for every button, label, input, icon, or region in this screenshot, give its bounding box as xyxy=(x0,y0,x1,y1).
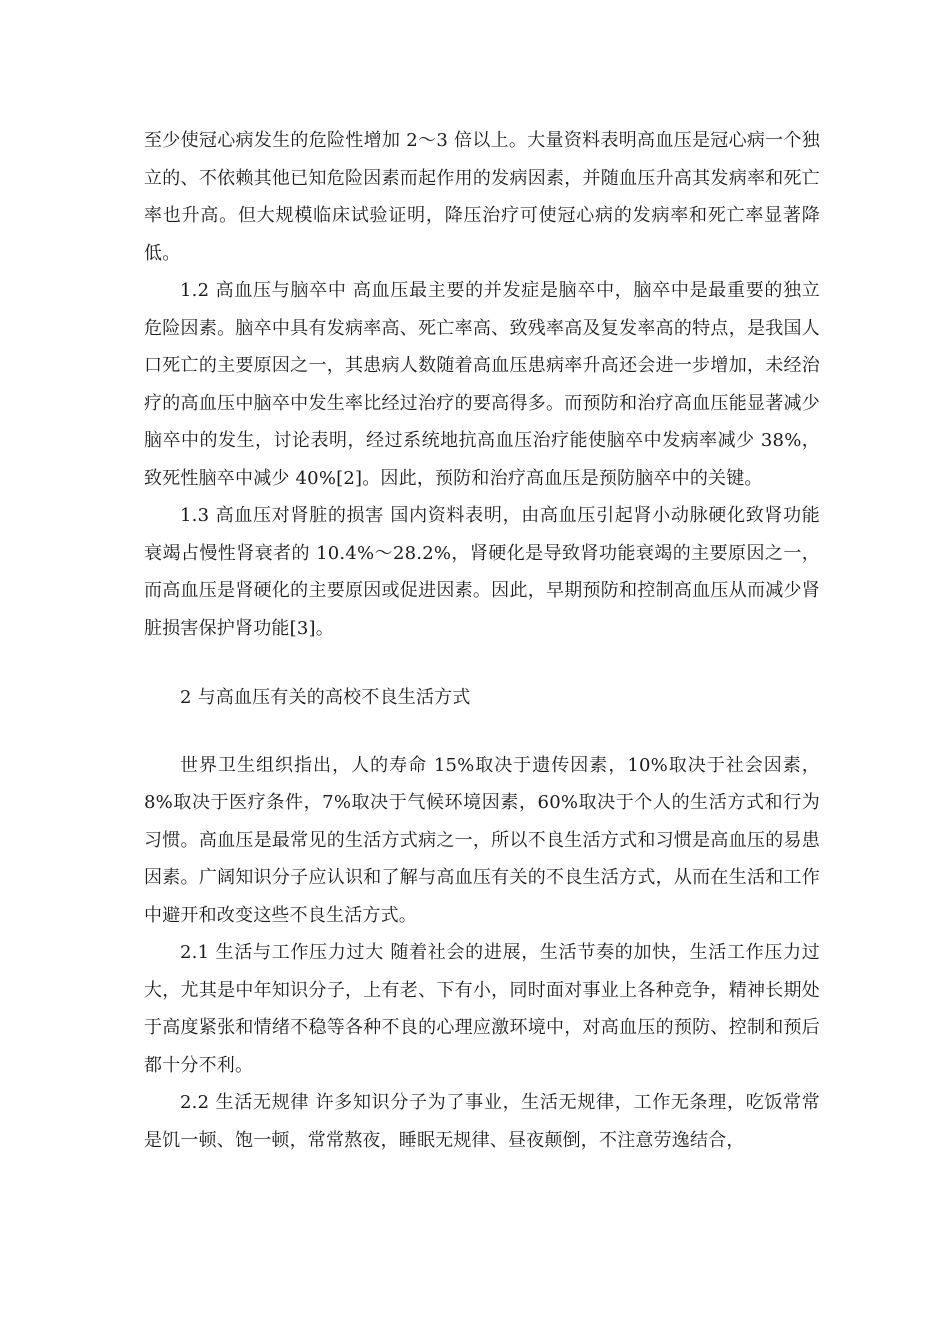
paragraph-pressure: 2.1 生活与工作压力过大 随着社会的进展，生活节奏的加快，生活工作压力过大，尤其是中年知识分子，上有老、下有小，同时面对事业上各种竞争，精神长期处于高度紧张和情绪不稳等各种不良的心理应激环境中，对高血压的预防、控制和预后都十分不利。 xyxy=(144,942,820,1076)
paragraph-who-lifespan: 世界卫生组织指出，人的寿命 15%取决于遗传因素，10%取决于社会因素，8%取决于医疗条件，7%取决于气候环境因素，60%取决于个人的生活方式和行为习惯。高血压是最常见的生活方式病之一，所以不良生活方式和习惯是高血压的易患因素。广阔知识分子应认识和了解与高血压有关的不良生活方式，从而在生活和工作中避开和改变这些不良生活方式。 xyxy=(144,754,820,926)
paragraph-coronary-risk: 至少使冠心病发生的危险性增加 2～3 倍以上。大量资料表明高血压是冠心病一个独立的、不依赖其他已知危险因素而起作用的发病因素，并随血压升高其发病率和死亡率也升高。但大规模临床试验证明，降压治疗可使冠心病的发病率和死亡率显著降低。 xyxy=(144,130,820,264)
paragraph-kidney: 1.3 高血压对肾脏的损害 国内资料表明，由高血压引起肾小动脉硬化致肾功能衰竭占慢性肾衰者的 10.4%～28.2%，肾硬化是导致肾功能衰竭的主要原因之一，而高血压是肾硬化的主要原因或促进因素。因此，早期预防和控制高血压从而减少肾脏损害保护肾功能[3]。 xyxy=(144,505,820,639)
section-heading-2: 2 与高血压有关的高校不良生活方式 xyxy=(180,687,471,708)
paragraph-stroke: 1.2 高血压与脑卒中 高血压最主要的并发症是脑卒中，脑卒中是最重要的独立危险因素。脑卒中具有发病率高、死亡率高、致残率高及复发率高的特点，是我国人口死亡的主要原因之一，其患病人数随着高血压患病率升高还会进一步增加，未经治疗的高血压中脑卒中发生率比经过治疗的要高得多。而预防和治疗高血压能显著减少脑卒中的发生，讨论表明，经过系统地抗高血压治疗能使脑卒中发病率减少 38%，致死性脑卒中减少 40%[2]。因此，预防和治疗高血压是预防脑卒中的关键。 xyxy=(144,280,820,489)
section-spacer xyxy=(144,647,820,679)
paragraph-irregular-life: 2.2 生活无规律 许多知识分子为了事业，生活无规律，工作无条理，吃饭常常是饥一顿、饱一顿，常常熬夜，睡眠无规律、昼夜颠倒，不注意劳逸结合， xyxy=(144,1092,820,1151)
section-spacer xyxy=(144,717,820,747)
document-body xyxy=(144,122,820,1159)
